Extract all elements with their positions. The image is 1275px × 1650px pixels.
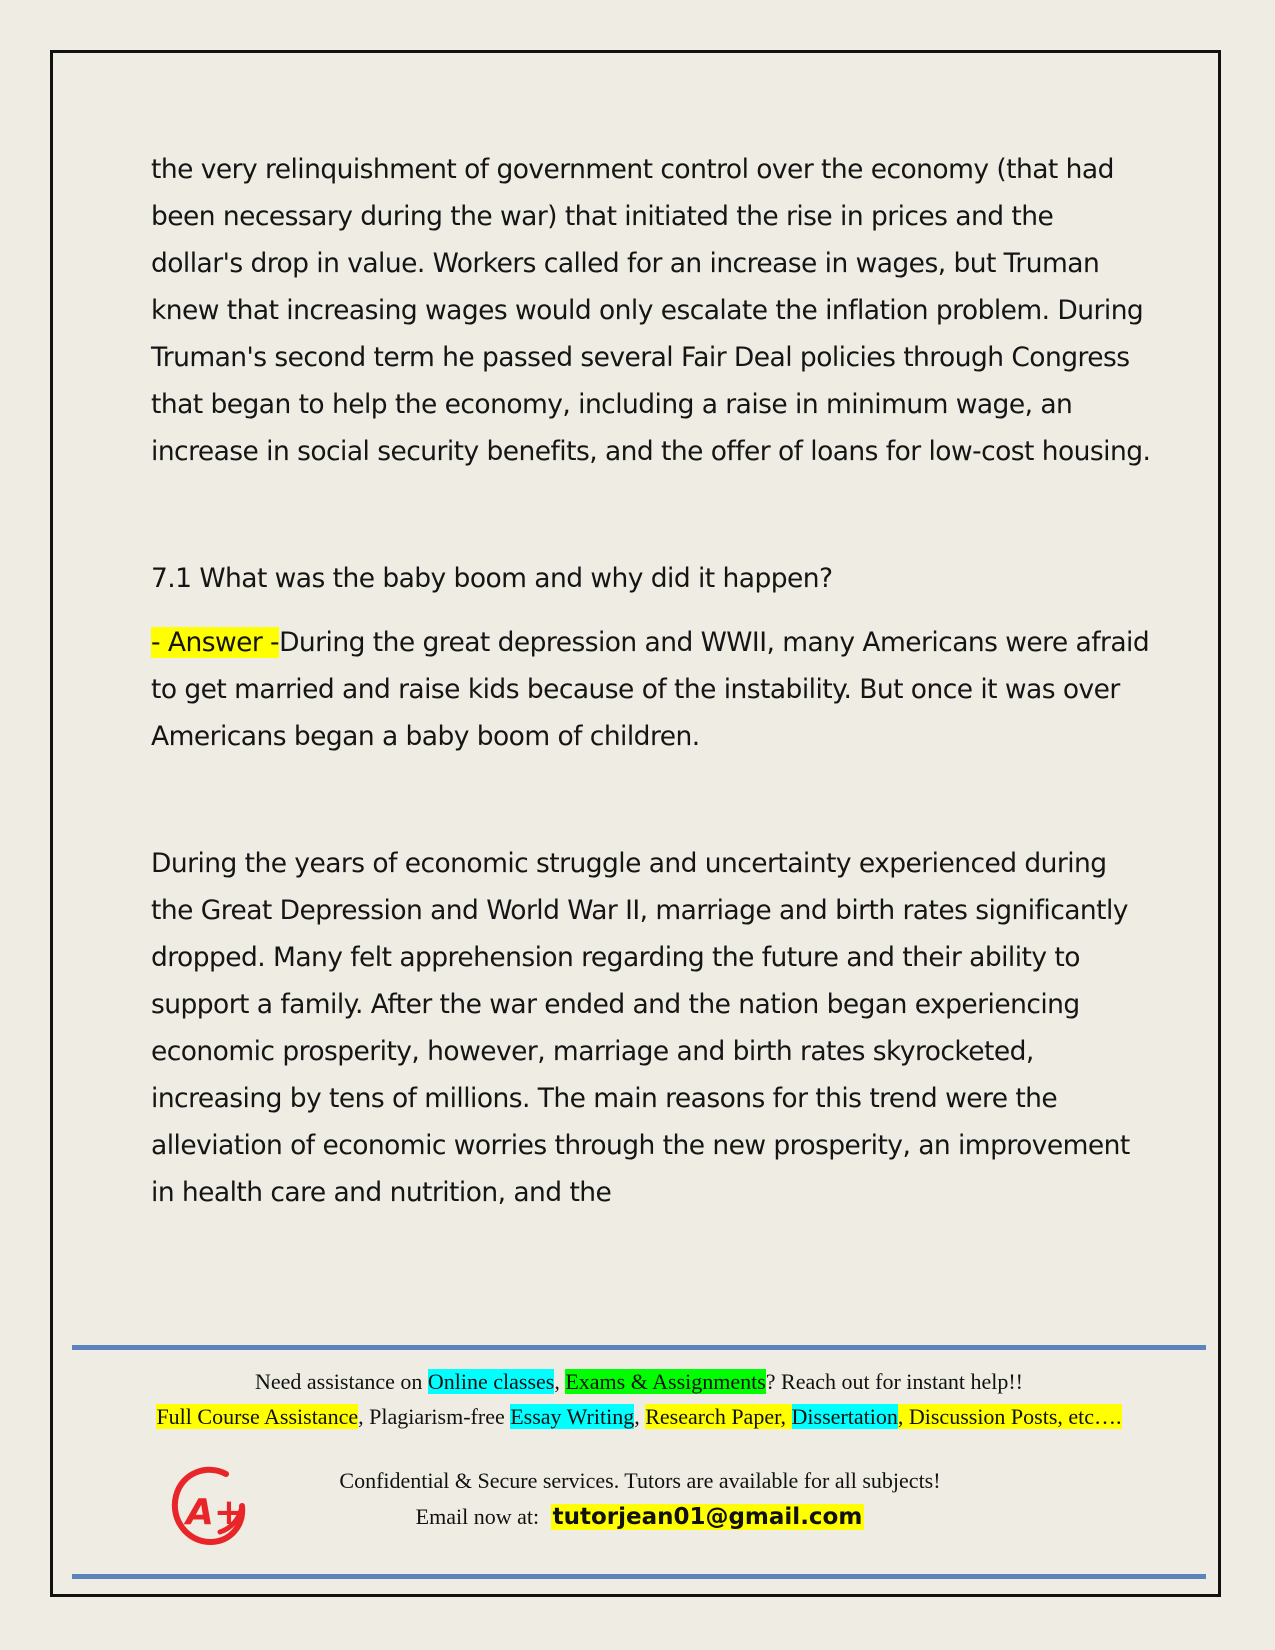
a-plus-logo-icon <box>168 1462 248 1548</box>
exams-highlight: Exams & Assignments <box>565 1369 766 1394</box>
footer-line-1 <box>72 1367 1206 1397</box>
paragraph-3: During the years of economic struggle and uncertainty experienced during the Great Depression and World War II, marriage and birth rates significantly dropped. Many felt apprehension regarding the future and their ability to support a family. After the war ended and the nation began experiencing economic prosperity, however, marriage and birth rates skyrocketed, increasing by tens of millions. The main reasons for this trend were the alleviation of economic worries through the new prosperity, an improvement in health care and nutrition, and the <box>151 848 1130 1208</box>
footer-line-1-comma: , <box>554 1369 566 1394</box>
dissertation-highlight: Dissertation <box>791 1404 898 1429</box>
full-course-highlight: Full Course Assistance <box>156 1404 359 1429</box>
footer-line-2-sep1: , Plagiarism-free <box>358 1404 511 1429</box>
email-address: tutorjean01@gmail.com <box>552 1504 863 1530</box>
document-body <box>151 146 1151 1216</box>
answer-paragraph <box>151 619 1151 760</box>
essay-writing-highlight: Essay Writing <box>510 1404 635 1429</box>
footer-line-2 <box>72 1402 1206 1432</box>
paragraph-1: the very relinquishment of government control over the economy (that had been necessary during the war) that initiated the rise in prices and the dollar's drop in value. Workers called for an increase in wages, but Truman knew that increasing wages would only escalate the inflation problem. During Truman's second term he passed several Fair Deal policies through Congress that began to help the economy, including a raise in minimum wage, an increase in social security benefits, and the offer of loans for low-cost housing. <box>151 154 1151 467</box>
email-prefix: Email now at: <box>415 1504 545 1529</box>
logo-text: A+ <box>186 1492 245 1533</box>
footer-line-2-sep2: , <box>634 1404 646 1429</box>
answer-text: During the great depression and WWII, many Americans were afraid to get married and raise kids because of the instability. But once it was over Americans began a baby boom of children. <box>151 627 1150 752</box>
online-classes-highlight: Online classes <box>427 1369 555 1394</box>
research-paper-highlight: Research Paper, <box>645 1404 792 1429</box>
question-heading: 7.1 What was the baby boom and why did it happen? <box>151 563 833 594</box>
answer-label: - Answer - <box>151 627 280 658</box>
footer-line-3: Confidential & Secure services. Tutors are available for all subjects! <box>339 1468 941 1493</box>
footer-top-rule <box>72 1345 1206 1350</box>
footer-line-1-suffix: ? Reach out for instant help!! <box>765 1369 1023 1394</box>
footer-bottom-rule <box>72 1574 1206 1579</box>
footer-line-1-prefix: Need assistance on <box>254 1369 428 1394</box>
footer-email-line <box>280 1502 1000 1532</box>
discussion-posts-highlight: , Discussion Posts, etc…. <box>897 1404 1122 1429</box>
